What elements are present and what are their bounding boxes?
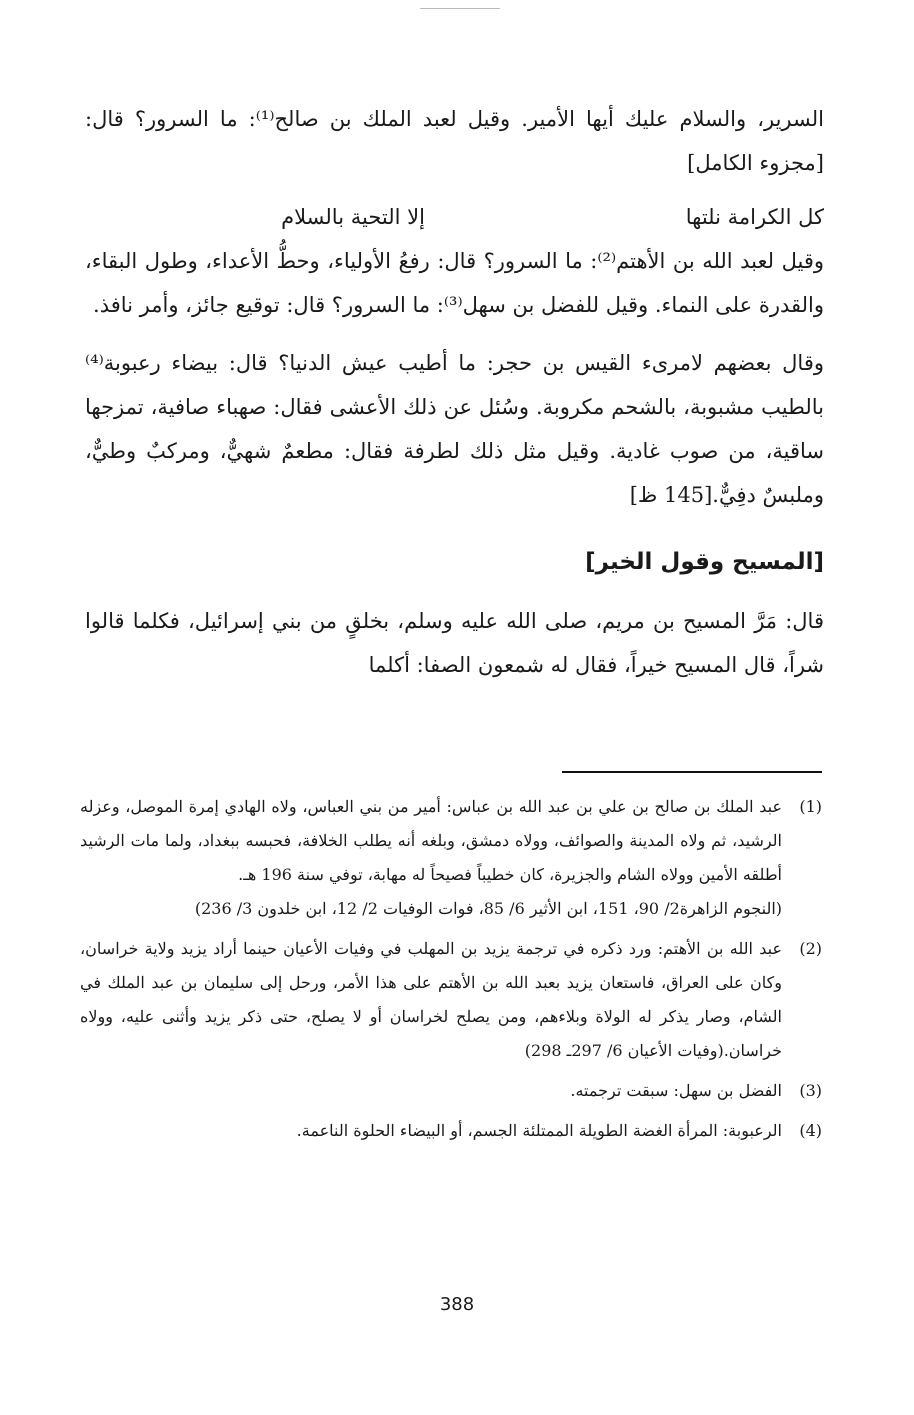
- poem-verse: [85, 195, 824, 239]
- verse-first-hemistich: كل الكرامة نلتها: [685, 205, 824, 229]
- footnote-source: (النجوم الزاهرة2/ 90، 151، ابن الأثير 6/ 85، فوات الوفيات 2/ 12، ابن خلدون 3/ 236): [194, 899, 782, 918]
- footnote-1: [80, 790, 822, 926]
- footnote-number: (4): [799, 1121, 822, 1140]
- top-divider: [420, 8, 500, 9]
- section-heading: [المسيح وقول الخير]: [585, 549, 824, 575]
- footnote-divider: [562, 771, 822, 773]
- footnote-number: (1): [799, 797, 822, 816]
- main-text: [85, 97, 824, 687]
- footnote-number: (3): [799, 1081, 822, 1100]
- footnote-body: [80, 790, 782, 926]
- verse-second-hemistich: إلا التحية بالسلام: [281, 205, 425, 229]
- footnote-2: [80, 932, 822, 1068]
- footnote-text: الفضل بن سهل: سبقت ترجمته.: [570, 1081, 782, 1100]
- footnote-text: عبد الله بن الأهتم: ورد ذكره في ترجمة يزيد بن المهلب في وفيات الأعيان حينما أراد يزيد ولاية خراسان، وكان على العراق، فاستعان يزيد بعبد الله بن الأهتم على هذا الأمر، ورحل إلى سليمان بن عبد الملك في الشام، وصار يذكر له الولاة وبلاءهم، ومن يصلح لخراسان أو لا يصلح، حتى ذكر يزيد وأثنى عليه، وولاه خراسان.(وفيات الأعيان 6/ 297ـ 298): [80, 939, 783, 1060]
- paragraph-1: السرير، والسلام عليك أيها الأمير. وقيل لعبد الملك بن صالح⁽¹⁾: ما السرور؟ قال: [مجزوء الكامل]: [85, 107, 824, 175]
- paragraph-3: وقال بعضهم لامرىء القيس بن حجر: ما أطيب عيش الدنيا؟ قال: بيضاء رعبوبة⁽⁴⁾ بالطيب مشبوبة، بالشحم مكروبة. وسُئل عن ذلك الأعشى فقال: صهباء صافية، تمزجها ساقية، من صوب غادية. وقيل مثل ذلك لطرفة فقال: مطعمٌ شهيٌّ، ومركبٌ وطيٌّ، وملبسٌ دفِيٌّ.[145 ظ]: [85, 351, 824, 507]
- footnotes: [80, 790, 822, 1154]
- footnote-text: عبد الملك بن صالح بن علي بن عبد الله بن عباس: أمير من بني العباس، ولاه الهادي إمرة الموصل، وعزله الرشيد، ثم ولاه المدينة والصوائف، وولاه دمشق، وبلغه أنه يطلب الخلافة، فحبسه ببغداد، ولما مات الرشيد أطلقه الأمين وولاه الشام والجزيرة، كان خطيباً فصيحاً له مهابة، توفي سنة 196 هـ.: [80, 797, 783, 884]
- footnote-text: الرعبوبة: المرأة الغضة الطويلة الممتلئة الجسم، أو البيضاء الحلوة الناعمة.: [296, 1121, 782, 1140]
- paragraph-4: قال: مَرَّ المسيح بن مريم، صلى الله عليه وسلم، بخلقٍ من بني إسرائيل، فكلما قالوا شراً، قال المسيح خيراً، فقال له شمعون الصفا: أكلما: [85, 609, 824, 677]
- page-number: 388: [439, 1294, 475, 1315]
- footnote-number: (2): [799, 939, 822, 958]
- paragraph-2: وقيل لعبد الله بن الأهتم⁽²⁾: ما السرور؟ قال: رفعُ الأولياء، وحطُّ الأعداء، وطول البقاء، والقدرة على النماء. وقيل للفضل بن سهل⁽³⁾: ما السرور؟ قال: توقيع جائز، وأمر نافذ.: [85, 249, 824, 317]
- footnote-4: [80, 1114, 822, 1148]
- footnote-3: [80, 1074, 822, 1108]
